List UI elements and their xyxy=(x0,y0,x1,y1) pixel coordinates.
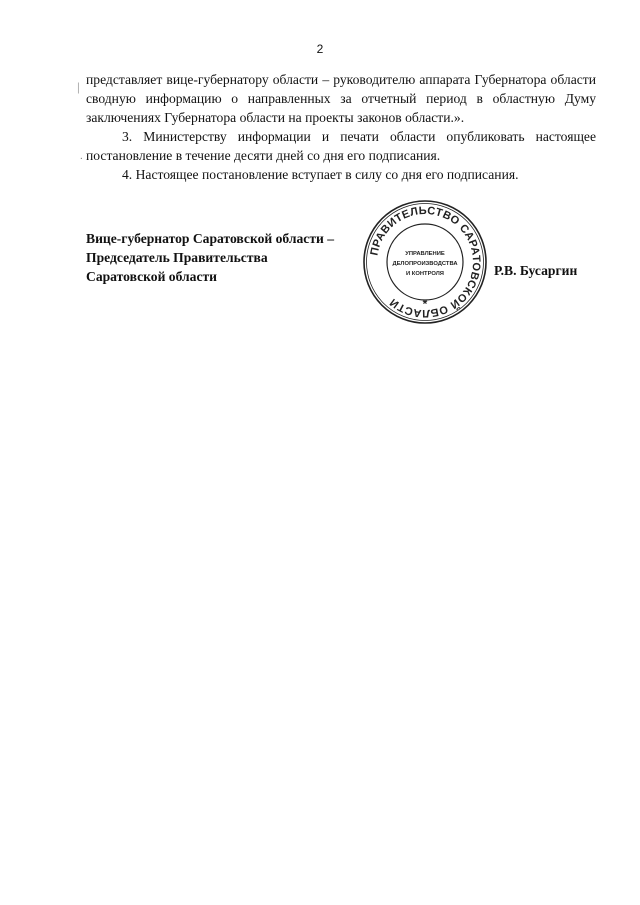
stamp-inner-line: ДЕЛОПРОИЗВОДСТВА xyxy=(392,261,458,267)
signatory-title-line: Председатель Правительства xyxy=(86,250,268,265)
paragraph-item-3: 3. Министерству информации и печати области опубликовать настоящее постановление в течение десяти дней со дня его подписания. xyxy=(86,129,596,163)
signatory-title-line: Вице-губернатор Саратовской области – xyxy=(86,231,335,246)
margin-mark: . xyxy=(80,150,83,162)
stamp-outer-text: ПРАВИТЕЛЬСТВО САРАТОВСКОЙ ОБЛАСТИ xyxy=(368,204,483,320)
document-body xyxy=(86,70,596,184)
stamp-inner-line: И КОНТРОЛЯ xyxy=(406,271,444,277)
signatory-name: Р.В. Бусаргин xyxy=(494,263,578,278)
paragraph-item-4: 4. Настоящее постановление вступает в силу со дня его подписания. xyxy=(122,167,519,182)
stamp-star: * xyxy=(422,297,428,311)
page-number: 2 xyxy=(316,42,324,56)
paragraph-continuation: представляет вице-губернатору области – руководителю аппарата Губернатора области сводную информацию о направленных за отчетный период в областную Думу заключениях Губернатора области на проекты законов области.». xyxy=(86,72,596,125)
stamp-inner-line: УПРАВЛЕНИЕ xyxy=(405,251,445,257)
margin-mark: | xyxy=(77,79,80,94)
signatory-title-line: Саратовской области xyxy=(86,269,218,284)
official-seal-stamp xyxy=(361,198,489,326)
signatory-title xyxy=(86,229,334,286)
